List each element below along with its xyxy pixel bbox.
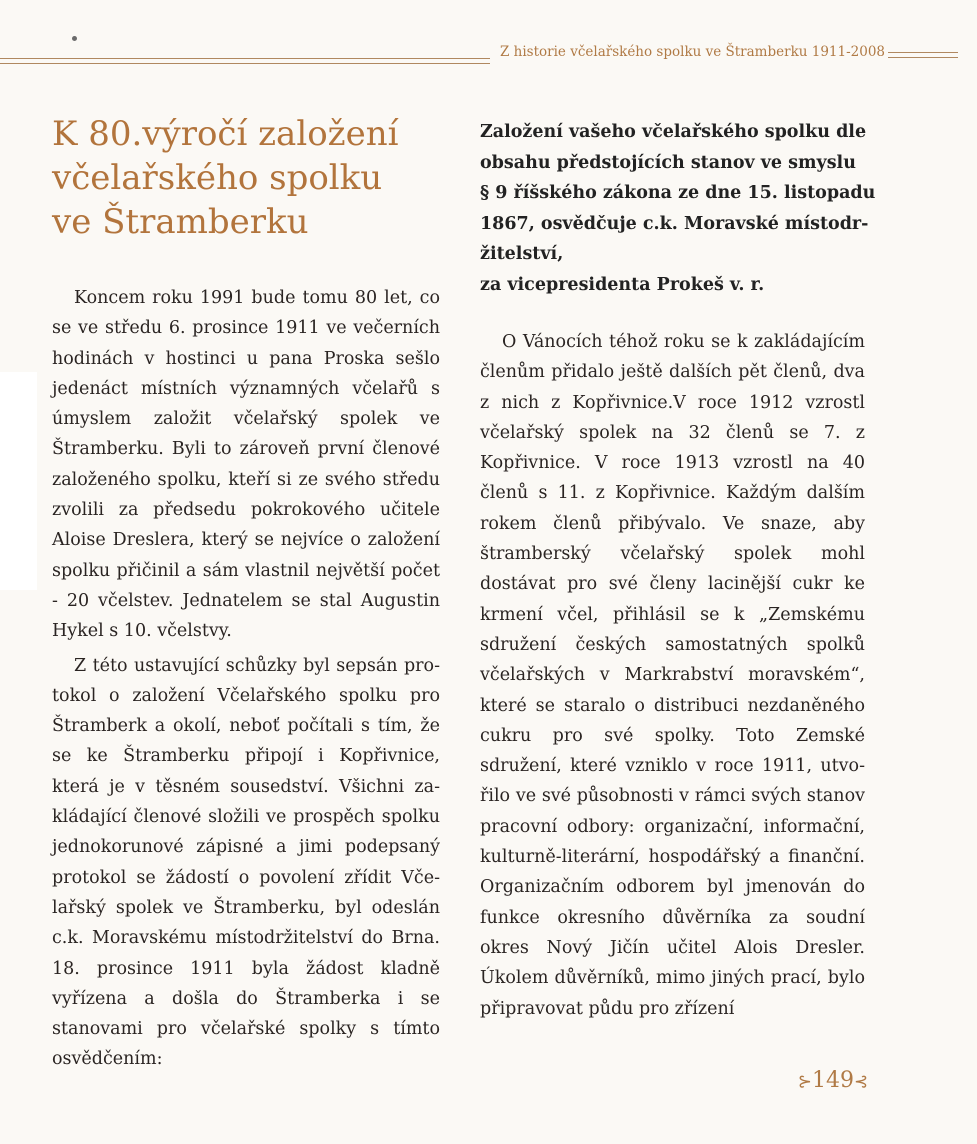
title-line: K 80.výročí založení	[52, 114, 399, 154]
paragraph: O Vánocích téhož roku se k zakládajícím členům přidalo ještě dalších pět členů, dva z nich z Kopřivnice.V roce 1912 vzrostl včelařský spolek na 32 členů se 7. z Kopřivnice. V roce 1913 vzrostl na 40 členů s 11. z Kopřivnice. Každým dalším rokem členů přibývalo. Ve snaze, aby štramberský včelařský spolek mohl dostávat pro své členy lacinější cukr ke krmení včel, přihlásil se k „Zemskému sdružení českých samostatných spolků včelařských v Markrabství moravském“, které se staralo o distribuci nezdaněného cukru pro své spolky. Toto Zemské sdružení, které vzniklo v roce 1911, utvořilo ve své působnosti v rámci svých stanov pracovní odbory: organizační, informační, kulturně-literární, hospodářský a finanční. Organizačním odborem byl jmenován do funkce okresního důvěrníka za soudní okres Nový Jičín učitel Alois Dresler. Úkolem důvěrníků, mimo jiných prací, bylo připravovat půdu pro zřízení	[480, 332, 865, 1019]
running-head: Z historie včelařského spolku ve Štramberku 1911-2008	[500, 44, 886, 60]
paragraph: Z této ustavující schůzky byl sepsán protokol o založení Včelařského spolku pro Štramberk a okolí, neboť počítali s tím, že se ke Štramberku připojí i Kopřivnice, která je v těsném sousedství. Všichni zakládající členové složili ve prospěch spolku jednokorunové zápisné a jimi podepsaný protokol se žádostí o povolení zřídit Včelařský spolek ve Štramberku, byl odeslán c.k. Moravskému místodržitelství do Brna. 18. prosince 1911 byla žádost kladně vyřízena a došla do Štramberka i se stanovami pro včelařské spolky s tímto osvědčením:	[52, 655, 440, 1070]
header-rule-right	[888, 52, 958, 58]
title-line: ve Štramberku	[52, 202, 309, 242]
title-line: včelařského spolku	[52, 158, 383, 198]
scan-margin-strip	[0, 372, 37, 590]
quote-line: 1867, osvědčuje c.k. Moravské místodr-	[480, 213, 869, 234]
page-number	[788, 1068, 878, 1093]
left-column	[52, 283, 440, 1075]
page-number-value: 149	[812, 1068, 854, 1093]
quote-line: obsahu předstojících stanov ve smyslu	[480, 152, 856, 173]
paragraph: Koncem roku 1991 bude tomu 80 let, co se ve středu 6. prosince 1911 ve večerních hodinách v hostinci u pana Proska sešlo jedenáct místních významných včelařů s úmyslem založit včelařský spolek ve Štramberku. Byli to zároveň první členové založeného spolku, kteří si ze svého středu zvolili za předsedu pokrokového učitele Aloise Dreslera, který se nejvíce o založení spolku přičinil a sám vlastnil největší počet - 20 včelstev. Jednatelem se stal Augustin Hykel s 10. včelstvy.	[52, 288, 440, 642]
article-title	[52, 112, 452, 244]
ornament-left-icon: ⊱	[797, 1072, 812, 1092]
quote-line: § 9 říšského zákona ze dne 15. listopadu	[480, 183, 876, 203]
right-column	[480, 327, 865, 1024]
quote-line: za vicepresidenta Prokeš v. r.	[480, 274, 765, 295]
quote-line: Založení vašeho včelařského spolku dle	[480, 122, 867, 142]
ornament-right-icon: ⊰	[854, 1072, 869, 1092]
print-speck	[72, 36, 77, 41]
quote-line: žitelství,	[480, 244, 564, 264]
certificate-quote	[480, 117, 876, 300]
header-rule-left	[0, 58, 490, 64]
